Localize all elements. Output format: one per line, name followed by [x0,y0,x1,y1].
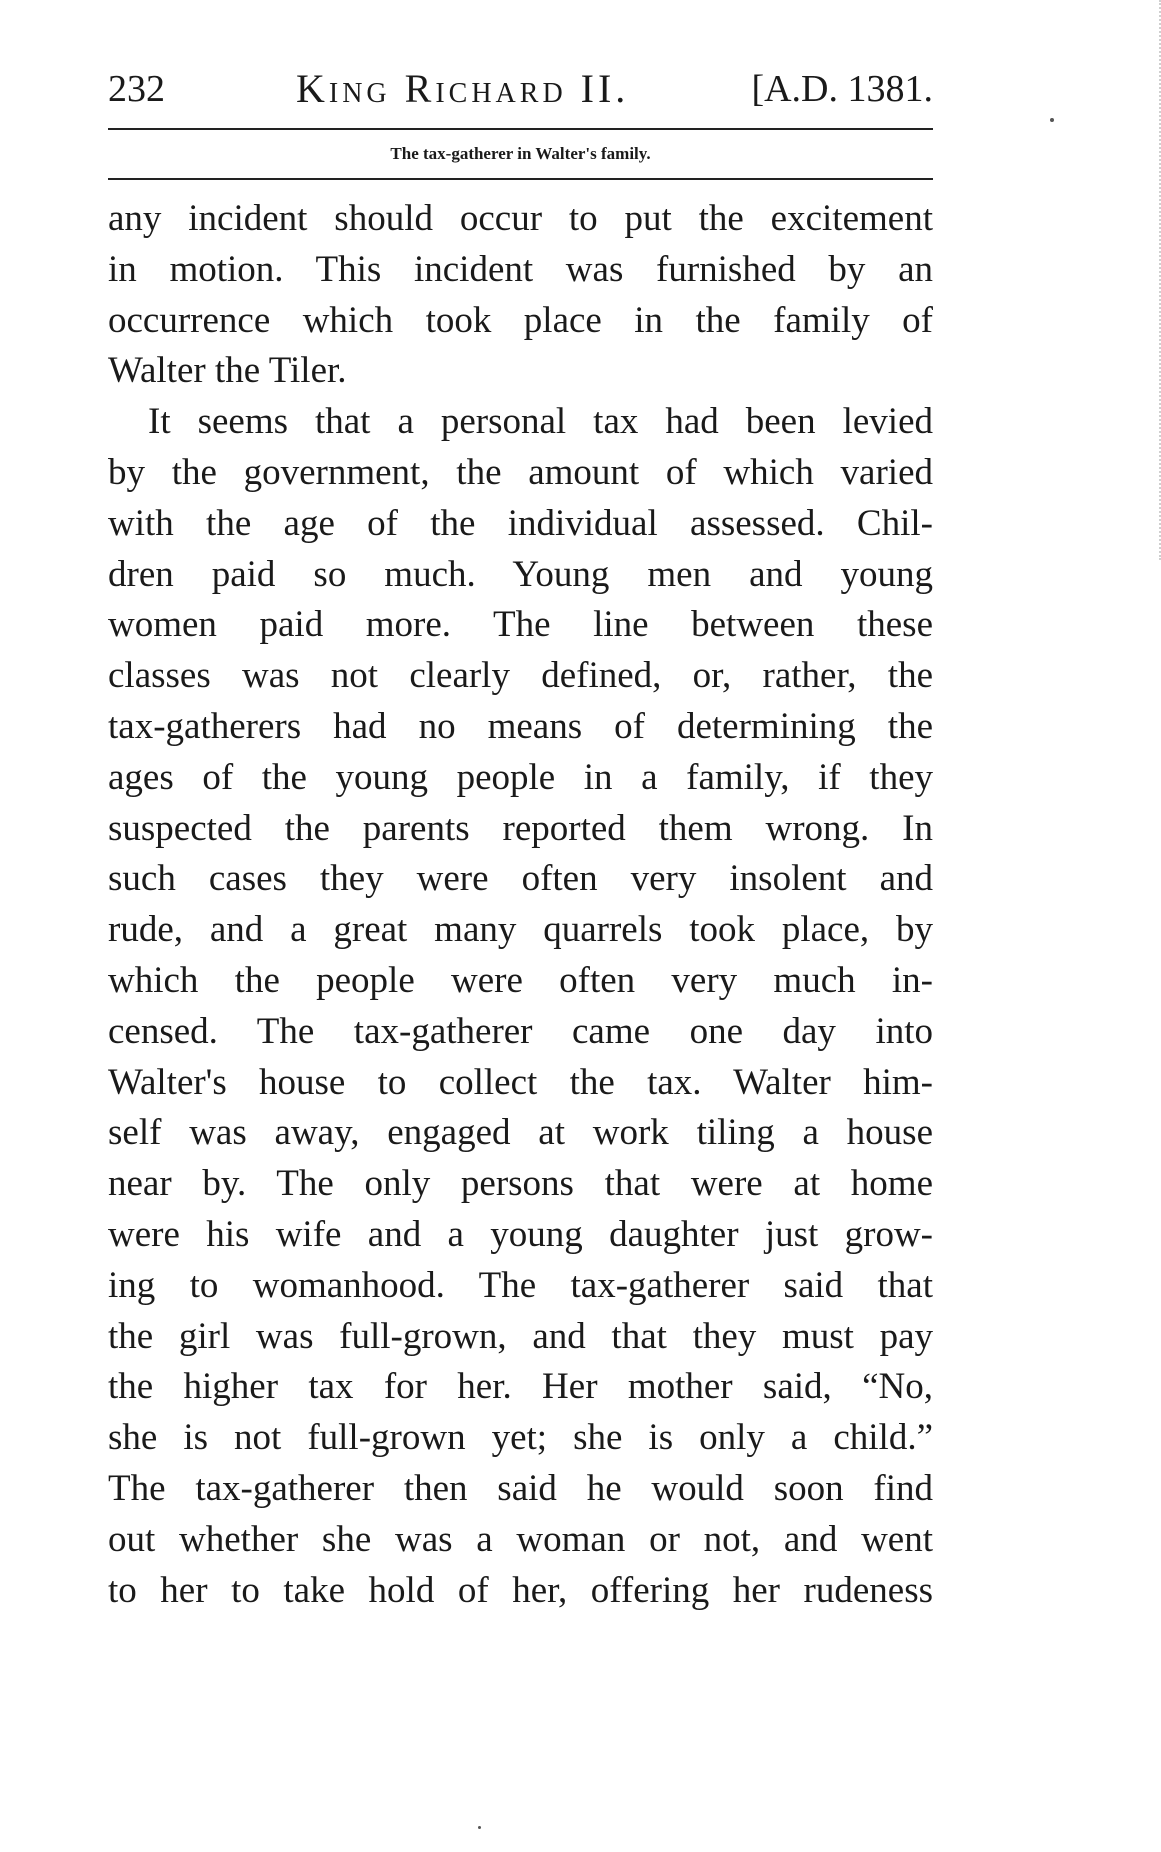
text-line: were his wife and a young daughter just grow- [108,1213,933,1255]
text-line: which the people were often very much in- [108,959,933,1001]
running-header [108,64,933,114]
text-line: out whether she was a woman or not, and went [108,1518,933,1560]
text-line: ing to womanhood. The tax-gatherer said that [108,1264,933,1306]
text-line: rude, and a great many quarrels took place, by [108,909,933,951]
header-rule-top [108,128,933,130]
text-line: Walter the Tiler. [108,350,347,392]
page-number: 232 [108,68,165,110]
text-line: in motion. This incident was furnished by an [108,248,933,290]
header-rule-bottom [108,178,933,180]
text-line: classes was not clearly defined, or, rather, the [108,655,933,697]
text-line: with the age of the individual assessed. Chil- [108,502,933,544]
body-text [108,194,933,1616]
scan-edge-marks [1129,0,1161,560]
text-line: she is not full-grown yet; she is only a child.” [108,1417,933,1459]
text-line: The tax-gatherer then said he would soon find [108,1467,933,1509]
text-line: Walter's house to collect the tax. Walter him- [108,1061,933,1103]
paragraph-start-line: It seems that a personal tax had been levied [148,401,933,443]
side-heading: The tax-gatherer in Walter's family. [390,144,651,163]
text-line: to her to take hold of her, offering her rudeness [108,1569,933,1611]
running-title: King Richard II. [296,66,630,111]
text-line: the higher tax for her. Her mother said, “No, [108,1366,933,1408]
text-line: dren paid so much. Young men and young [108,553,933,595]
text-line: by the government, the amount of which varied [108,451,933,493]
text-line: ages of the young people in a family, if they [108,756,933,798]
running-date: [A.D. 1381. [751,68,933,110]
text-line: the girl was full-grown, and that they must pay [108,1315,933,1357]
text-line: women paid more. The line between these [108,604,933,646]
text-line: self was away, engaged at work tiling a house [108,1112,933,1154]
text-line: suspected the parents reported them wrong. In [108,807,933,849]
text-line: occurrence which took place in the family of [108,299,933,341]
text-line: any incident should occur to put the excitement [108,198,933,239]
text-line: tax-gatherers had no means of determining the [108,705,933,747]
text-line: near by. The only persons that were at home [108,1163,933,1205]
text-line: such cases they were often very insolent and [108,858,933,900]
scan-speck [478,1826,481,1829]
text-line: censed. The tax-gatherer came one day into [108,1010,933,1052]
scan-speck [1050,118,1054,122]
